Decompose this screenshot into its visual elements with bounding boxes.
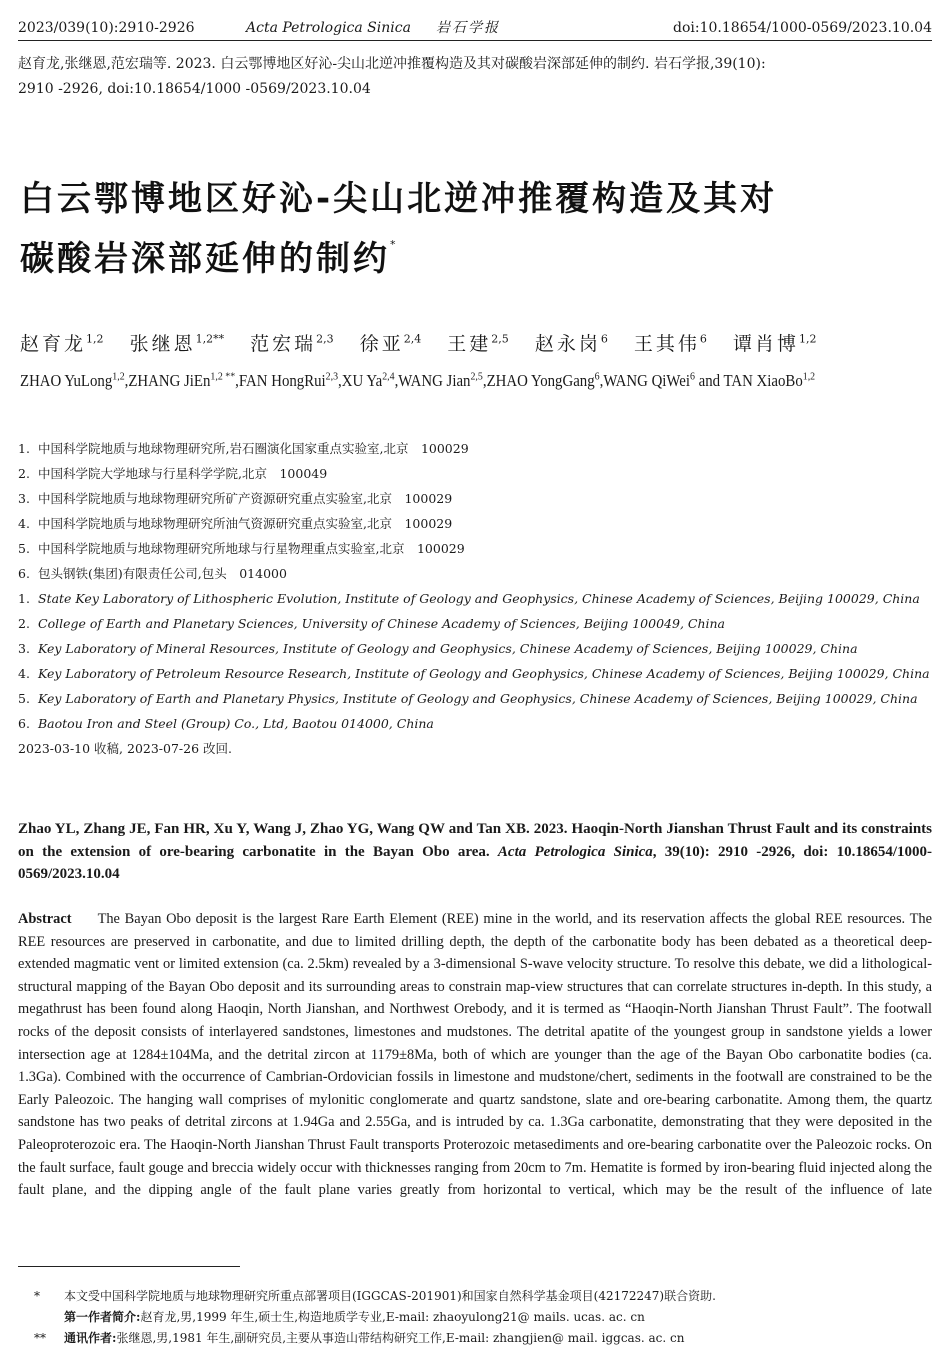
author-en-affil: 2,5	[470, 370, 483, 382]
corresponding-label: 通讯作者:	[64, 1331, 117, 1345]
affiliation-text: 中国科学院地质与地球物理研究所地球与行星物理重点实验室,北京 100029	[38, 541, 465, 556]
author-cn	[447, 333, 509, 355]
author-cn-affil: 6	[699, 333, 707, 346]
author-en	[128, 371, 239, 390]
affiliation-number: 5.	[18, 691, 30, 706]
citation-en-tail: , 39(10): 2910 -2926, doi: 10.18654/1000-0569/2023.10.04	[18, 843, 932, 882]
author-en-separator: ,	[235, 370, 239, 390]
authors-cn	[20, 325, 836, 359]
author-cn-name: 谭肖博	[732, 333, 799, 356]
affiliation-number: 3.	[18, 641, 30, 656]
affiliation-text: 中国科学院地质与地球物理研究所油气资源研究重点实验室,北京 100029	[38, 516, 453, 531]
author-en-name: WANG Jian	[398, 370, 471, 390]
affiliation-number: 4.	[18, 666, 30, 681]
citation-cn	[18, 52, 932, 102]
abstract	[18, 908, 932, 1244]
citation-cn-line-2: 2910 -2926, doi:10.18654/1000 -0569/2023.10.04	[18, 81, 371, 97]
author-cn-name: 王建	[447, 333, 492, 356]
author-cn-name: 王其伟	[633, 333, 700, 356]
author-cn	[733, 333, 817, 355]
affiliation-number: 2.	[18, 616, 30, 631]
footnote-funding	[18, 1286, 932, 1307]
citation-en-text: Zhao YL, Zhang JE, Fan HR, Xu Y, Wang J, Zhao YG, Wang QW and Tan XB. 2023. Haoqin-North Jianshan Thrust Fault and its constraints on the extension of ore-bearing carbonatite in the Bayan Obo area.	[18, 821, 932, 860]
author-cn-affil: 2,4	[403, 333, 422, 346]
affiliation-en	[18, 711, 918, 736]
author-en	[398, 371, 486, 390]
affiliation-text: College of Earth and Planetary Sciences, University of Chinese Academy of Sciences, Beijing 100049, China	[38, 616, 726, 631]
affiliation-text: State Key Laboratory of Lithospheric Evolution, Institute of Geology and Geophysics, Chinese Academy of Sciences, Beijing 100029, China	[38, 591, 920, 606]
author-en-name: TAN XiaoBo	[723, 370, 803, 390]
author-cn	[130, 333, 225, 355]
footnotes	[18, 1286, 932, 1349]
authors-en	[20, 362, 815, 395]
affiliation-cn	[18, 486, 918, 511]
author-en-name: FAN HongRui	[238, 370, 326, 390]
author-cn	[20, 333, 104, 355]
affiliation-text: Key Laboratory of Mineral Resources, Institute of Geology and Geophysics, Chinese Academy of Sciences, Beijing 100029, China	[38, 641, 858, 656]
header-doi: doi:10.18654/1000-0569/2023.10.04	[673, 20, 932, 36]
affiliation-text: 包头钢铁(集团)有限责任公司,包头 014000	[38, 566, 287, 581]
author-cn	[360, 333, 422, 355]
author-en-name: ZHAO YuLong	[20, 370, 113, 390]
author-en	[487, 371, 604, 390]
author-en-affil: 6	[594, 370, 600, 382]
first-author-text: 赵育龙,男,1999 年生,硕士生,构造地质学专业,E-mail: zhaoyulong21@ mails. ucas. ac. cn	[140, 1310, 645, 1324]
author-en	[603, 371, 723, 390]
title-line-2	[20, 222, 900, 282]
affiliation-number: 2.	[18, 466, 30, 481]
funding-text: 本文受中国科学院地质与地球物理研究所重点部署项目(IGGCAS-201901)和国家自然科学基金项目(42172247)联合资助.	[64, 1289, 716, 1303]
affiliation-text: Baotou Iron and Steel (Group) Co., Ltd, Baotou 014000, China	[38, 716, 434, 731]
author-en-separator: ,	[599, 370, 604, 390]
author-en-affil: 2,3	[325, 370, 339, 382]
author-cn	[634, 333, 707, 355]
affiliation-en	[18, 686, 918, 711]
author-cn	[250, 333, 334, 355]
author-en-affil: 1,2	[112, 370, 125, 382]
author-en-name: WANG QiWei	[603, 370, 690, 390]
journal-name-en: Acta Petrologica Sinica	[246, 20, 411, 36]
affiliation-number: 1.	[18, 591, 30, 606]
affiliation-number: 4.	[18, 516, 30, 531]
article-title	[20, 176, 900, 282]
abstract-text: The Bayan Obo deposit is the largest Rare Earth Element (REE) mine in the world, and its reservation affects the global REE resources. The REE resources are preserved in carbonatite, and due to limited drilling depth, the depth of the carbonatite body has been debated as a theoretical deep-extended magmatic vent or limited extension (ca. 2.5km) revealed by a 3-dimensional S-wave velocity structure. To resolve this debate, we did a lithological-structural mapping of the Bayan Obo deposit and its surrounding areas to constrain map-view structures that can correlate structures in-depth. In this study, a megathrust has been found along Haoqin, North Jianshan, and Northwest Orebody, and it is termed as “Haoqin-North Jianshan Thrust Fault”. The footwall rocks of the deposit consists of interlayered sandstones, limestones and mudstones. The detrital apatite of the youngest group in sandstone yields a lower intersection age at 1284±104Ma, and the detrital zircon at 1179±8Ma, both of which are younger than the age of the Bayan Obo carbonatite bodies (ca. 1.3Ga). Combined with the occurrence of Cambrian-Ordovician fossils in limestone and mudstone/chert, sediments in the footwall are constrained to be the Early Paleozoic. The hanging wall comprises of mylonitic conglomerate and quartz sandstone, slate and ore-bearing carbonatite. Among them, the quartz sandstone has two peaks of detrital zircons at 1.94Ga and 2.55Ga, and is intruded by ca. 1.3Ga carbonatite, demonstrating that they were deposited in the Paleoproterozoic era. The Haoqin-North Jianshan Thrust Fault transports Proterozoic metasediments and ore-bearing carbonatite over the Paleozoic rocks. On the fault surface, fault gouge and breccia widely occur with thicknesses ranging from 20cm to 7m. Hematite is formed by iron-bearing fluid injected along the fault plane, and the dipping angle of the fault plane varies greatly from horizontal to vertical, which may be the result of the influence of late	[18, 911, 932, 1199]
affiliation-text: Key Laboratory of Earth and Planetary Physics, Institute of Geology and Geophysics, Chinese Academy of Sciences, Beijing 100029, China	[38, 691, 918, 706]
first-author-label: 第一作者简介:	[64, 1310, 141, 1324]
affiliation-number: 1.	[18, 441, 30, 456]
corresponding-text: 张继恩,男,1981 年生,副研究员,主要从事造山带结构研究工作,E-mail: zhangjien@ mail. iggcas. ac. cn	[116, 1331, 685, 1345]
citation-en	[18, 818, 932, 886]
affiliation-cn	[18, 461, 918, 486]
affiliation-number: 6.	[18, 716, 30, 731]
author-en	[20, 371, 128, 390]
author-cn-name: 徐亚	[359, 333, 404, 356]
running-header	[18, 18, 932, 41]
author-en-separator: ,	[124, 370, 129, 390]
author-cn-name: 范宏瑞	[250, 333, 317, 356]
author-cn	[535, 333, 608, 355]
affiliation-cn	[18, 436, 918, 461]
author-en-name: ZHANG JiEn	[128, 370, 211, 390]
author-en-separator: ,	[394, 370, 399, 390]
author-en-name: XU Ya	[341, 370, 383, 390]
affiliation-en	[18, 611, 918, 636]
title-footnote-mark: *	[390, 238, 399, 251]
author-en-affil: 6	[689, 370, 695, 382]
footnote-mark: **	[34, 1331, 46, 1345]
footnote-corresponding	[18, 1328, 932, 1349]
affiliation-en	[18, 636, 918, 661]
author-en-name: ZHAO YongGang	[486, 370, 595, 390]
affiliation-number: 5.	[18, 541, 30, 556]
author-en-affil: 2,4	[382, 370, 395, 382]
citation-cn-line-1: 赵育龙,张继恩,范宏瑞等. 2023. 白云鄂博地区好沁-尖山北逆冲推覆构造及其对碳酸岩深部延伸的制约. 岩石学报,39(10):	[18, 56, 766, 72]
author-en-affil: 1,2	[802, 370, 816, 382]
volume-pages: 2023/039(10):2910-2926	[18, 20, 195, 36]
author-en	[724, 371, 816, 390]
author-cn-affil: 2,5	[491, 333, 509, 346]
affiliation-number: 3.	[18, 491, 30, 506]
author-cn-affil: 2,3	[316, 333, 334, 346]
author-cn-name: 赵育龙	[20, 333, 87, 356]
citation-en-journal: Acta Petrologica Sinica	[497, 843, 653, 860]
author-cn-affil: 1,2**	[195, 333, 225, 346]
author-en-separator: and	[694, 370, 724, 390]
author-cn-affil: 6	[600, 333, 608, 346]
author-en	[239, 371, 342, 390]
footnote-first-author	[18, 1307, 932, 1328]
author-cn-name: 张继恩	[129, 333, 196, 356]
title-line-1: 白云鄂博地区好沁-尖山北逆冲推覆构造及其对	[20, 179, 778, 219]
footnote-mark: *	[34, 1289, 40, 1303]
affiliation-cn	[18, 561, 918, 586]
author-cn-name: 赵永岗	[534, 333, 601, 356]
author-en	[342, 371, 399, 390]
abstract-label: Abstract	[18, 911, 72, 927]
author-cn-affil: 1,2	[798, 333, 817, 346]
affiliation-cn	[18, 511, 918, 536]
affiliations	[18, 436, 930, 761]
author-en-affil: 1,2 **	[210, 370, 236, 382]
journal-name-cn: 岩石学报	[436, 20, 500, 36]
author-en-separator: ,	[482, 370, 487, 390]
affiliation-text: Key Laboratory of Petroleum Resource Research, Institute of Geology and Geophysics, Chinese Academy of Sciences, Beijing 100029, China	[38, 666, 930, 681]
affiliation-number: 6.	[18, 566, 30, 581]
title-line-2-text: 碳酸岩深部延伸的制约	[20, 239, 390, 279]
author-cn-affil: 1,2	[86, 333, 104, 346]
affiliation-text: 中国科学院地质与地球物理研究所矿产资源研究重点实验室,北京 100029	[38, 491, 453, 506]
footnote-divider	[18, 1266, 240, 1267]
affiliation-en	[18, 586, 918, 611]
affiliation-en	[18, 661, 930, 686]
affiliation-cn	[18, 536, 918, 561]
received-dates: 2023-03-10 收稿, 2023-07-26 改回.	[18, 741, 233, 756]
affiliation-text: 中国科学院地质与地球物理研究所,岩石圈演化国家重点实验室,北京 100029	[38, 441, 469, 456]
affiliation-text: 中国科学院大学地球与行星科学学院,北京 100049	[38, 466, 328, 481]
author-en-separator: ,	[338, 370, 342, 390]
